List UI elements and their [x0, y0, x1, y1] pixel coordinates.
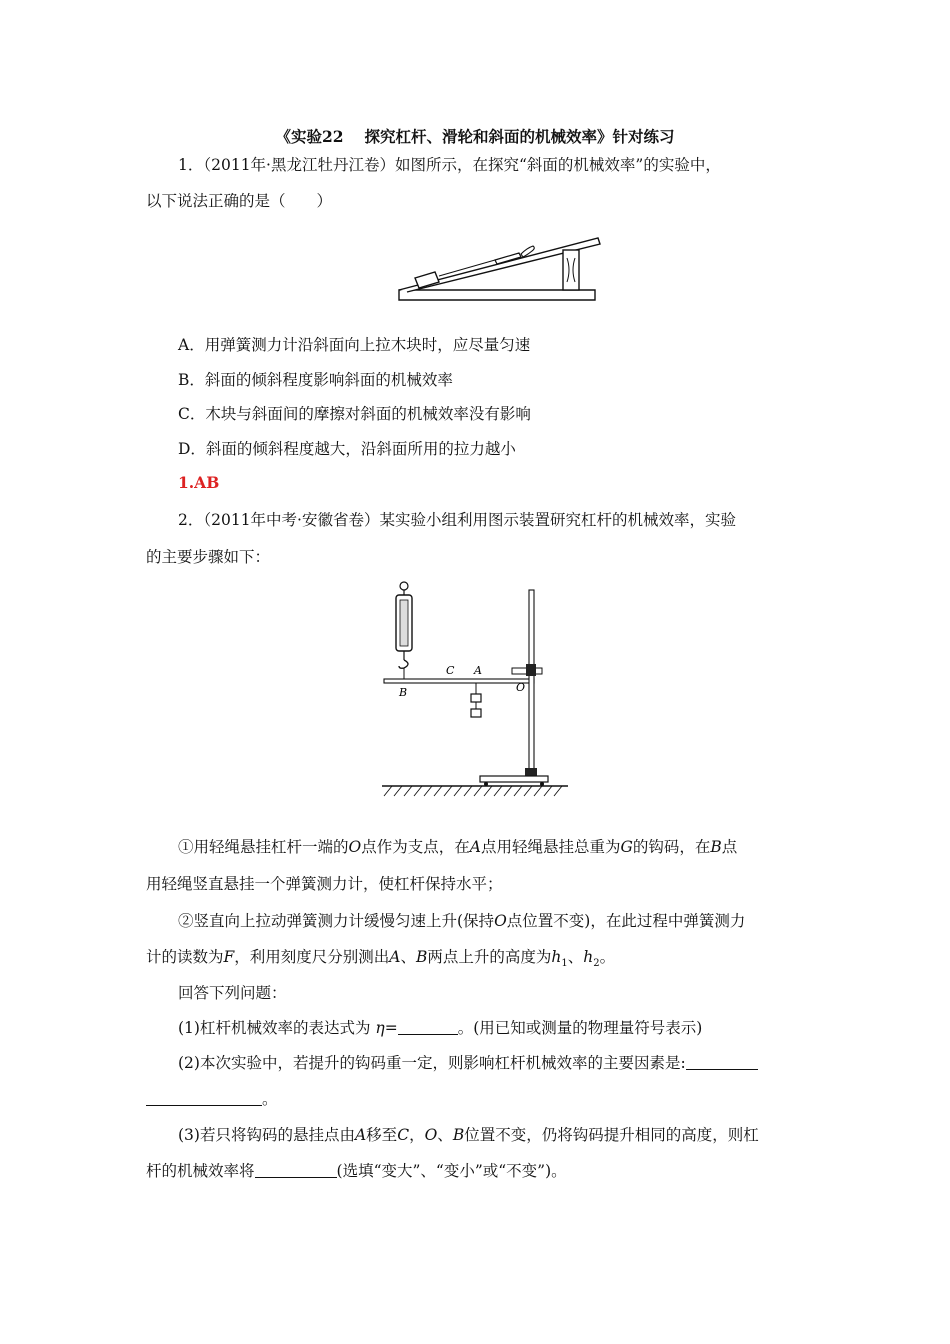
- text: 点作为支点，在: [361, 838, 470, 856]
- text: 杆的机械效率将: [146, 1162, 255, 1180]
- text: (1)杠杆机械效率的表达式为: [178, 1019, 376, 1037]
- answer-blank[interactable]: [146, 1089, 262, 1106]
- lever-apparatus-figure: [380, 578, 570, 800]
- symbol-g: G: [620, 838, 633, 856]
- answer-blank[interactable]: [686, 1053, 758, 1070]
- q2-step2-line2: [146, 946, 615, 975]
- text: ，利用刻度尺分别测出: [234, 948, 390, 966]
- text: (2)本次实验中，若提升的钩码重一定，则影响杠杆机械效率的主要因素是:: [178, 1054, 686, 1072]
- text: =: [384, 1019, 398, 1037]
- subscript: 1: [561, 958, 568, 970]
- text: 。: [599, 948, 616, 966]
- text: 位置不变，仍将钩码提升相同的高度，则杠: [464, 1126, 759, 1144]
- symbol-a: A: [354, 1126, 367, 1144]
- symbol-o: O: [348, 838, 362, 856]
- q2-step1-line1: [178, 836, 737, 858]
- q2-stem-line2: 的主要步骤如下：: [146, 548, 271, 566]
- symbol-c: C: [397, 1126, 410, 1144]
- text: ②竖直向上拉动弹簧测力计缓慢匀速上升(保持: [178, 912, 495, 930]
- symbol-b: B: [416, 948, 428, 966]
- q1-stem-line2: 以下说法正确的是（ ）: [146, 192, 333, 210]
- q1-option-a: A．用弹簧测力计沿斜面向上拉木块时，应尽量匀速: [178, 336, 531, 354]
- q2-sub3-line1: [178, 1124, 759, 1146]
- q1-option-b: B．斜面的倾斜程度影响斜面的机械效率: [178, 371, 453, 389]
- answer-blank[interactable]: [255, 1161, 337, 1178]
- label-o: O: [516, 681, 526, 694]
- text: (选填“变大”、“变小”或“不变”)。: [336, 1162, 567, 1180]
- text: 的钩码，在: [632, 838, 711, 856]
- symbol-h: h: [583, 948, 594, 966]
- text: 、: [400, 948, 417, 966]
- q1-answer: 1.AB: [178, 473, 220, 492]
- text: 计的读数为: [146, 948, 224, 966]
- text: 点位置不变)，在此过程中弹簧测力: [506, 912, 746, 930]
- q2-sub2-line2: [146, 1088, 278, 1110]
- symbol-o: O: [494, 912, 507, 930]
- text: 、: [437, 1126, 453, 1144]
- text: 。(用已知或测量的物理量符号表示): [457, 1019, 703, 1037]
- symbol-a: A: [389, 948, 401, 966]
- q2-step2-line1: [178, 910, 745, 932]
- subscript: 2: [593, 958, 600, 970]
- symbol-b: B: [710, 838, 722, 856]
- symbol-f: F: [223, 948, 235, 966]
- text: 移至: [366, 1126, 398, 1144]
- symbol-h: h: [551, 948, 562, 966]
- text: 两点上升的高度为: [427, 948, 552, 966]
- inclined-plane-figure: [395, 232, 605, 304]
- page-title: 《实验22 探究杠杆、滑轮和斜面的机械效率》针对练习: [275, 127, 675, 146]
- text: 点用轻绳悬挂总重为: [480, 838, 621, 856]
- text: ①用轻绳悬挂杠杆一端的: [178, 838, 349, 856]
- text: ，: [409, 1126, 425, 1144]
- text: 。: [262, 1090, 278, 1108]
- answer-blank[interactable]: [398, 1018, 458, 1035]
- label-c: C: [446, 664, 455, 677]
- text: 点: [721, 838, 738, 856]
- q2-sub2-line1: [178, 1052, 758, 1074]
- symbol-a: A: [469, 838, 481, 856]
- text: 、: [567, 948, 584, 966]
- q2-sub1: [178, 1017, 702, 1039]
- symbol-b: B: [452, 1126, 465, 1144]
- symbol-eta: η: [375, 1019, 385, 1037]
- q1-option-c: C．木块与斜面间的摩擦对斜面的机械效率没有影响: [178, 405, 531, 423]
- symbol-o: O: [424, 1126, 438, 1144]
- text: (3)若只将钩码的悬挂点由: [178, 1126, 355, 1144]
- q1-stem-line1: 1．（2011年·黑龙江牡丹江卷）如图所示，在探究“斜面的机械效率”的实验中，: [178, 156, 721, 174]
- label-b: B: [399, 686, 408, 699]
- q1-option-d: D．斜面的倾斜程度越大，沿斜面所用的拉力越小: [178, 440, 516, 458]
- q2-step1-line2: 用轻绳竖直悬挂一个弹簧测力计，使杠杆保持水平；: [146, 875, 503, 893]
- q2-stem-line1: 2．（2011年中考·安徽省卷）某实验小组利用图示装置研究杠杆的机械效率，实验: [178, 511, 736, 529]
- q2-answer-prompt: 回答下列问题：: [178, 984, 287, 1002]
- q2-sub3-line2: [146, 1160, 567, 1182]
- label-a: A: [474, 664, 482, 677]
